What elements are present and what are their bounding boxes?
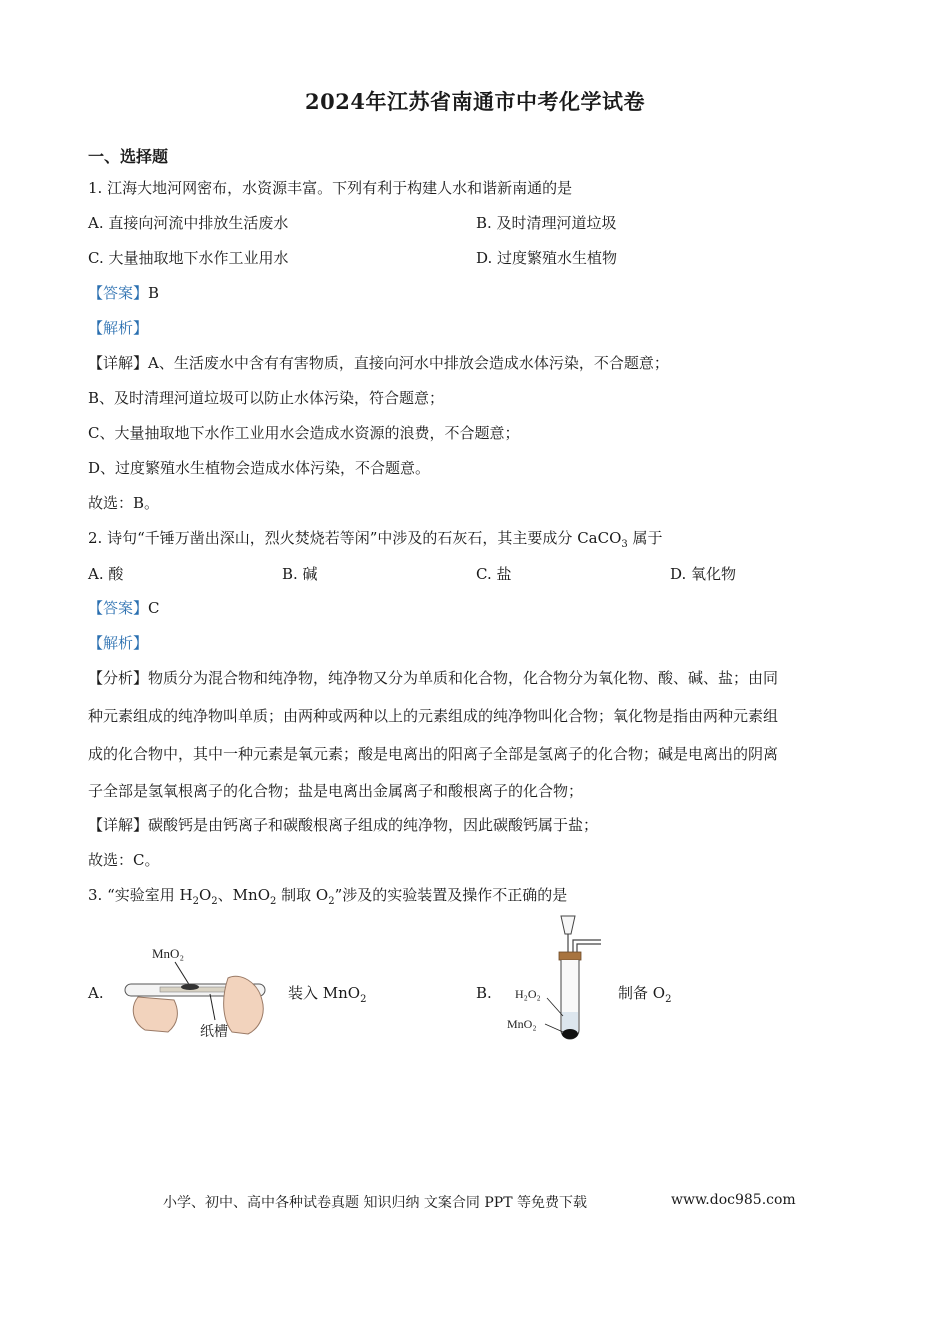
q3-stem-text: 3. “实验室用 H bbox=[88, 886, 193, 904]
page-title: 2024年江苏省南通市中考化学试卷 bbox=[305, 89, 645, 114]
answer-tag: 【答案】 bbox=[88, 599, 149, 617]
q2-detail bbox=[88, 815, 598, 835]
q3-stem bbox=[88, 885, 567, 912]
caption-text: 制备 O bbox=[618, 984, 666, 1002]
pointer-line bbox=[175, 962, 190, 986]
q1-option-a: A. 直接向河流中排放生活废水 bbox=[88, 214, 289, 232]
q2-analysis-3: 成的化合物中，其中一种元素是氧元素；酸是电离出的阳离子全部是氢离子的化合物；碱是电离出的阴离 bbox=[88, 745, 779, 763]
detail-tag: 【详解】 bbox=[88, 354, 149, 372]
q3-option-b-letter: B. bbox=[476, 984, 492, 1002]
pointer-line bbox=[210, 994, 215, 1020]
q2-option-d: D. 氧化物 bbox=[670, 565, 737, 583]
q1-detail-3: C、大量抽取地下水作工业用水会造成水资源的浪费，不合题意； bbox=[88, 424, 520, 442]
q2-choice: 故选：C。 bbox=[88, 851, 160, 869]
q1-answer bbox=[88, 283, 159, 303]
q2-analysis-2: 种元素组成的纯净物叫单质；由两种或两种以上的元素组成的纯净物叫化合物；氧化物是指由两种元素组 bbox=[88, 707, 779, 725]
sub: 2 bbox=[360, 994, 367, 1005]
q3-stem-text: ”涉及的实验装置及操作不正确的是 bbox=[334, 886, 568, 904]
q1-stem: 1. 江海大地河网密布，水资源丰富。下列有利于构建人水和谐新南通的是 bbox=[88, 179, 573, 197]
fig-label-mno2: MnO₂ bbox=[152, 946, 184, 961]
q3-stem-text: 、MnO bbox=[217, 886, 270, 904]
answer-tag: 【答案】 bbox=[88, 284, 149, 302]
sub: 2 bbox=[328, 896, 335, 907]
q1-option-c: C. 大量抽取地下水作工业用水 bbox=[88, 249, 289, 267]
detail-text: 碳酸钙是由钙离子和碳酸根离子组成的纯净物，因此碳酸钙属于盐； bbox=[148, 816, 599, 834]
q2-analysis-4: 子全部是氢氧根离子的化合物；盐是电离出金属离子和酸根离子的化合物； bbox=[88, 782, 584, 800]
q2-analysis-1 bbox=[88, 668, 778, 688]
sub: 2 bbox=[192, 896, 199, 907]
pointer-line bbox=[545, 1024, 563, 1032]
q3-option-a-caption bbox=[288, 983, 366, 1010]
q2-analysis-tag: 【解析】 bbox=[88, 634, 149, 652]
delivery-tube-inner bbox=[577, 944, 601, 952]
q1-detail-4: D、过度繁殖水生植物会造成水体污染，不合题意。 bbox=[88, 459, 431, 477]
q2-stem-sub: 3 bbox=[621, 539, 628, 550]
q2-answer bbox=[88, 598, 160, 618]
fig-label-h2o2: H₂O₂ bbox=[515, 987, 541, 1001]
q2-option-b: B. 碱 bbox=[282, 565, 318, 583]
q3-option-a-letter: A. bbox=[88, 984, 104, 1002]
sub: 2 bbox=[270, 896, 277, 907]
footer-url[interactable]: www.doc985.com bbox=[671, 1192, 796, 1208]
q3-stem-text: 制取 O bbox=[276, 886, 329, 904]
answer-value: C bbox=[148, 599, 160, 617]
fig-label-mno2: MnO₂ bbox=[507, 1017, 537, 1031]
q2-option-c: C. 盐 bbox=[476, 565, 512, 583]
funnel bbox=[561, 916, 575, 934]
detail-tag: 【详解】 bbox=[88, 816, 149, 834]
q1-choice: 故选：B。 bbox=[88, 494, 160, 512]
q1-option-d: D. 过度繁殖水生植物 bbox=[476, 249, 618, 267]
q2-option-a: A. 酸 bbox=[88, 565, 124, 583]
footer-text: 小学、初中、高中各种试卷真题 知识归纳 文案合同 PPT 等免费下载 bbox=[163, 1195, 587, 1211]
mno2-powder bbox=[181, 984, 199, 990]
q2-stem-text: 2. 诗句“千锤万凿出深山，烈火焚烧若等闲”中涉及的石灰石，其主要成分 CaCO bbox=[88, 529, 622, 547]
q1-analysis-tag: 【解析】 bbox=[88, 319, 149, 337]
sub: 2 bbox=[211, 896, 218, 907]
answer-value: B bbox=[148, 284, 160, 302]
stopper bbox=[559, 952, 581, 960]
oxygen-apparatus-figure bbox=[505, 912, 615, 1042]
fig-label-trough: 纸槽 bbox=[200, 1024, 228, 1040]
fenxi-tag: 【分析】 bbox=[88, 669, 149, 687]
detail-text: A、生活废水中含有有害物质，直接向河水中排放会造成水体污染，不合题意； bbox=[148, 354, 669, 372]
q3-option-b-caption bbox=[618, 983, 671, 1010]
sub: 2 bbox=[665, 994, 672, 1005]
caption-text: 装入 MnO bbox=[288, 984, 361, 1002]
test-tube-loading-figure bbox=[120, 942, 280, 1042]
q2-stem bbox=[88, 528, 663, 555]
q1-option-b: B. 及时清理河道垃圾 bbox=[476, 214, 617, 232]
q3-stem-text: O bbox=[198, 886, 212, 904]
q2-stem-end: 属于 bbox=[627, 529, 663, 547]
left-hand bbox=[133, 997, 177, 1032]
analysis-text: 物质分为混合物和纯净物，纯净物又分为单质和化合物，化合物分为氧化物、酸、碱、盐；由同 bbox=[148, 669, 779, 687]
mno2-solid bbox=[562, 1029, 578, 1039]
section-heading: 一、选择题 bbox=[88, 147, 169, 166]
q1-detail-1 bbox=[88, 353, 669, 373]
q1-detail-2: B、及时清理河道垃圾可以防止水体污染，符合题意； bbox=[88, 389, 445, 407]
